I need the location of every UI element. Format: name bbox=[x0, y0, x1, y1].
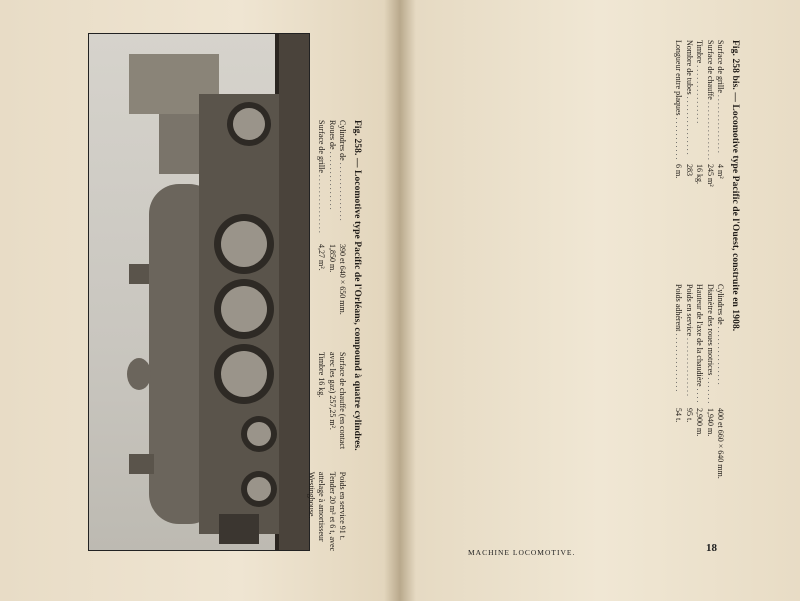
spec-value: 4,27 m². bbox=[317, 244, 327, 271]
spec-value: 283 bbox=[685, 164, 694, 176]
spec-label: Hauteur de l'axe de la chaudière . . . bbox=[694, 284, 705, 404]
spec-column-2-right bbox=[673, 284, 726, 498]
spec-label: Poids en service bbox=[338, 471, 348, 524]
spec-value: 91 t. bbox=[338, 525, 348, 541]
figure-caption-left bbox=[306, 120, 363, 560]
right-page bbox=[402, 0, 800, 601]
spec-value: 1,850 m. bbox=[328, 244, 337, 273]
spec-label: Timbre . . . bbox=[694, 40, 705, 160]
spec-column-2-left bbox=[306, 352, 348, 454]
locomotive-illustration-left bbox=[89, 34, 309, 550]
spec-label: Longueur entre plaques . . . bbox=[673, 40, 684, 160]
spec-row bbox=[715, 40, 726, 254]
spec-label: Surface de chauffe . . . bbox=[705, 40, 716, 160]
spec-label: Tender 20 m³ et 6 t, avec attelage à amortisseur Westinghouse. bbox=[307, 471, 337, 552]
locomotive-photo-orleans bbox=[88, 33, 310, 551]
spec-row bbox=[715, 284, 726, 498]
spec-value: 245 m² bbox=[706, 164, 715, 187]
spec-row bbox=[306, 472, 338, 560]
spec-value: 2,900 m. bbox=[695, 408, 705, 437]
figure-title-left: Fig. 258. — Locomotive type Pacific de l'Orléans, compound à quatre cylindres. bbox=[352, 120, 362, 451]
spec-label: Surface de grille . . . bbox=[715, 40, 726, 160]
spec-label: Nombre de tubes . . . bbox=[684, 40, 695, 160]
spec-value: 400 et 660 × 640 mm. bbox=[716, 408, 726, 479]
spec-value: 54 t. bbox=[674, 408, 684, 423]
spec-value: 16 kg. bbox=[317, 377, 327, 398]
spec-row bbox=[684, 284, 695, 498]
spec-value: 4 m² bbox=[716, 164, 726, 179]
spec-row bbox=[337, 472, 348, 560]
running-head: MACHINE LOCOMOTIVE. bbox=[468, 548, 576, 557]
spec-row bbox=[684, 40, 695, 254]
spec-row bbox=[705, 40, 716, 254]
spec-row bbox=[316, 352, 327, 454]
spec-value: 95 t. bbox=[685, 408, 694, 423]
left-page bbox=[0, 0, 398, 601]
spec-value: 390 et 640 × 650 mm. bbox=[338, 244, 348, 315]
spec-row bbox=[673, 284, 684, 498]
spec-label: Roues de . . . bbox=[327, 120, 338, 240]
figure-title-right: Fig. 258 bis. — Locomotive type Pacific de l'Ouest, construite en 1908. bbox=[730, 40, 740, 332]
spec-row bbox=[327, 352, 348, 454]
spec-label: Timbre bbox=[317, 352, 327, 376]
spec-label: Surface de grille . . . bbox=[316, 120, 327, 240]
spec-row bbox=[705, 284, 716, 498]
spec-label: Cylindres de . . . bbox=[715, 284, 726, 404]
spec-label: Cylindres de . . . bbox=[337, 120, 348, 240]
spec-row bbox=[673, 40, 684, 254]
spec-label: Diamètre des roues motrices . . . bbox=[705, 284, 716, 404]
spec-label: Poids adhérent . . . bbox=[673, 284, 684, 404]
spec-column-1-right bbox=[673, 40, 726, 254]
spec-value: 1,940 m. bbox=[706, 408, 715, 437]
spec-label: Surface de chauffe (en contact avec les gaz) bbox=[328, 352, 348, 450]
spec-row bbox=[337, 120, 348, 334]
figure-caption-right bbox=[673, 40, 740, 500]
spec-value: 257,25 m². bbox=[328, 395, 337, 430]
spec-value: 6 m. bbox=[674, 164, 684, 179]
spec-value: 16 kg. bbox=[695, 164, 705, 184]
spec-row bbox=[327, 120, 338, 334]
spec-row bbox=[694, 40, 705, 254]
spec-column-3-left bbox=[306, 472, 348, 560]
spec-column-1-left bbox=[306, 120, 348, 334]
page-number: 18 bbox=[706, 542, 717, 554]
spec-label: Poids en service . . . bbox=[684, 284, 695, 404]
spec-row bbox=[694, 284, 705, 498]
spec-row bbox=[316, 120, 327, 334]
